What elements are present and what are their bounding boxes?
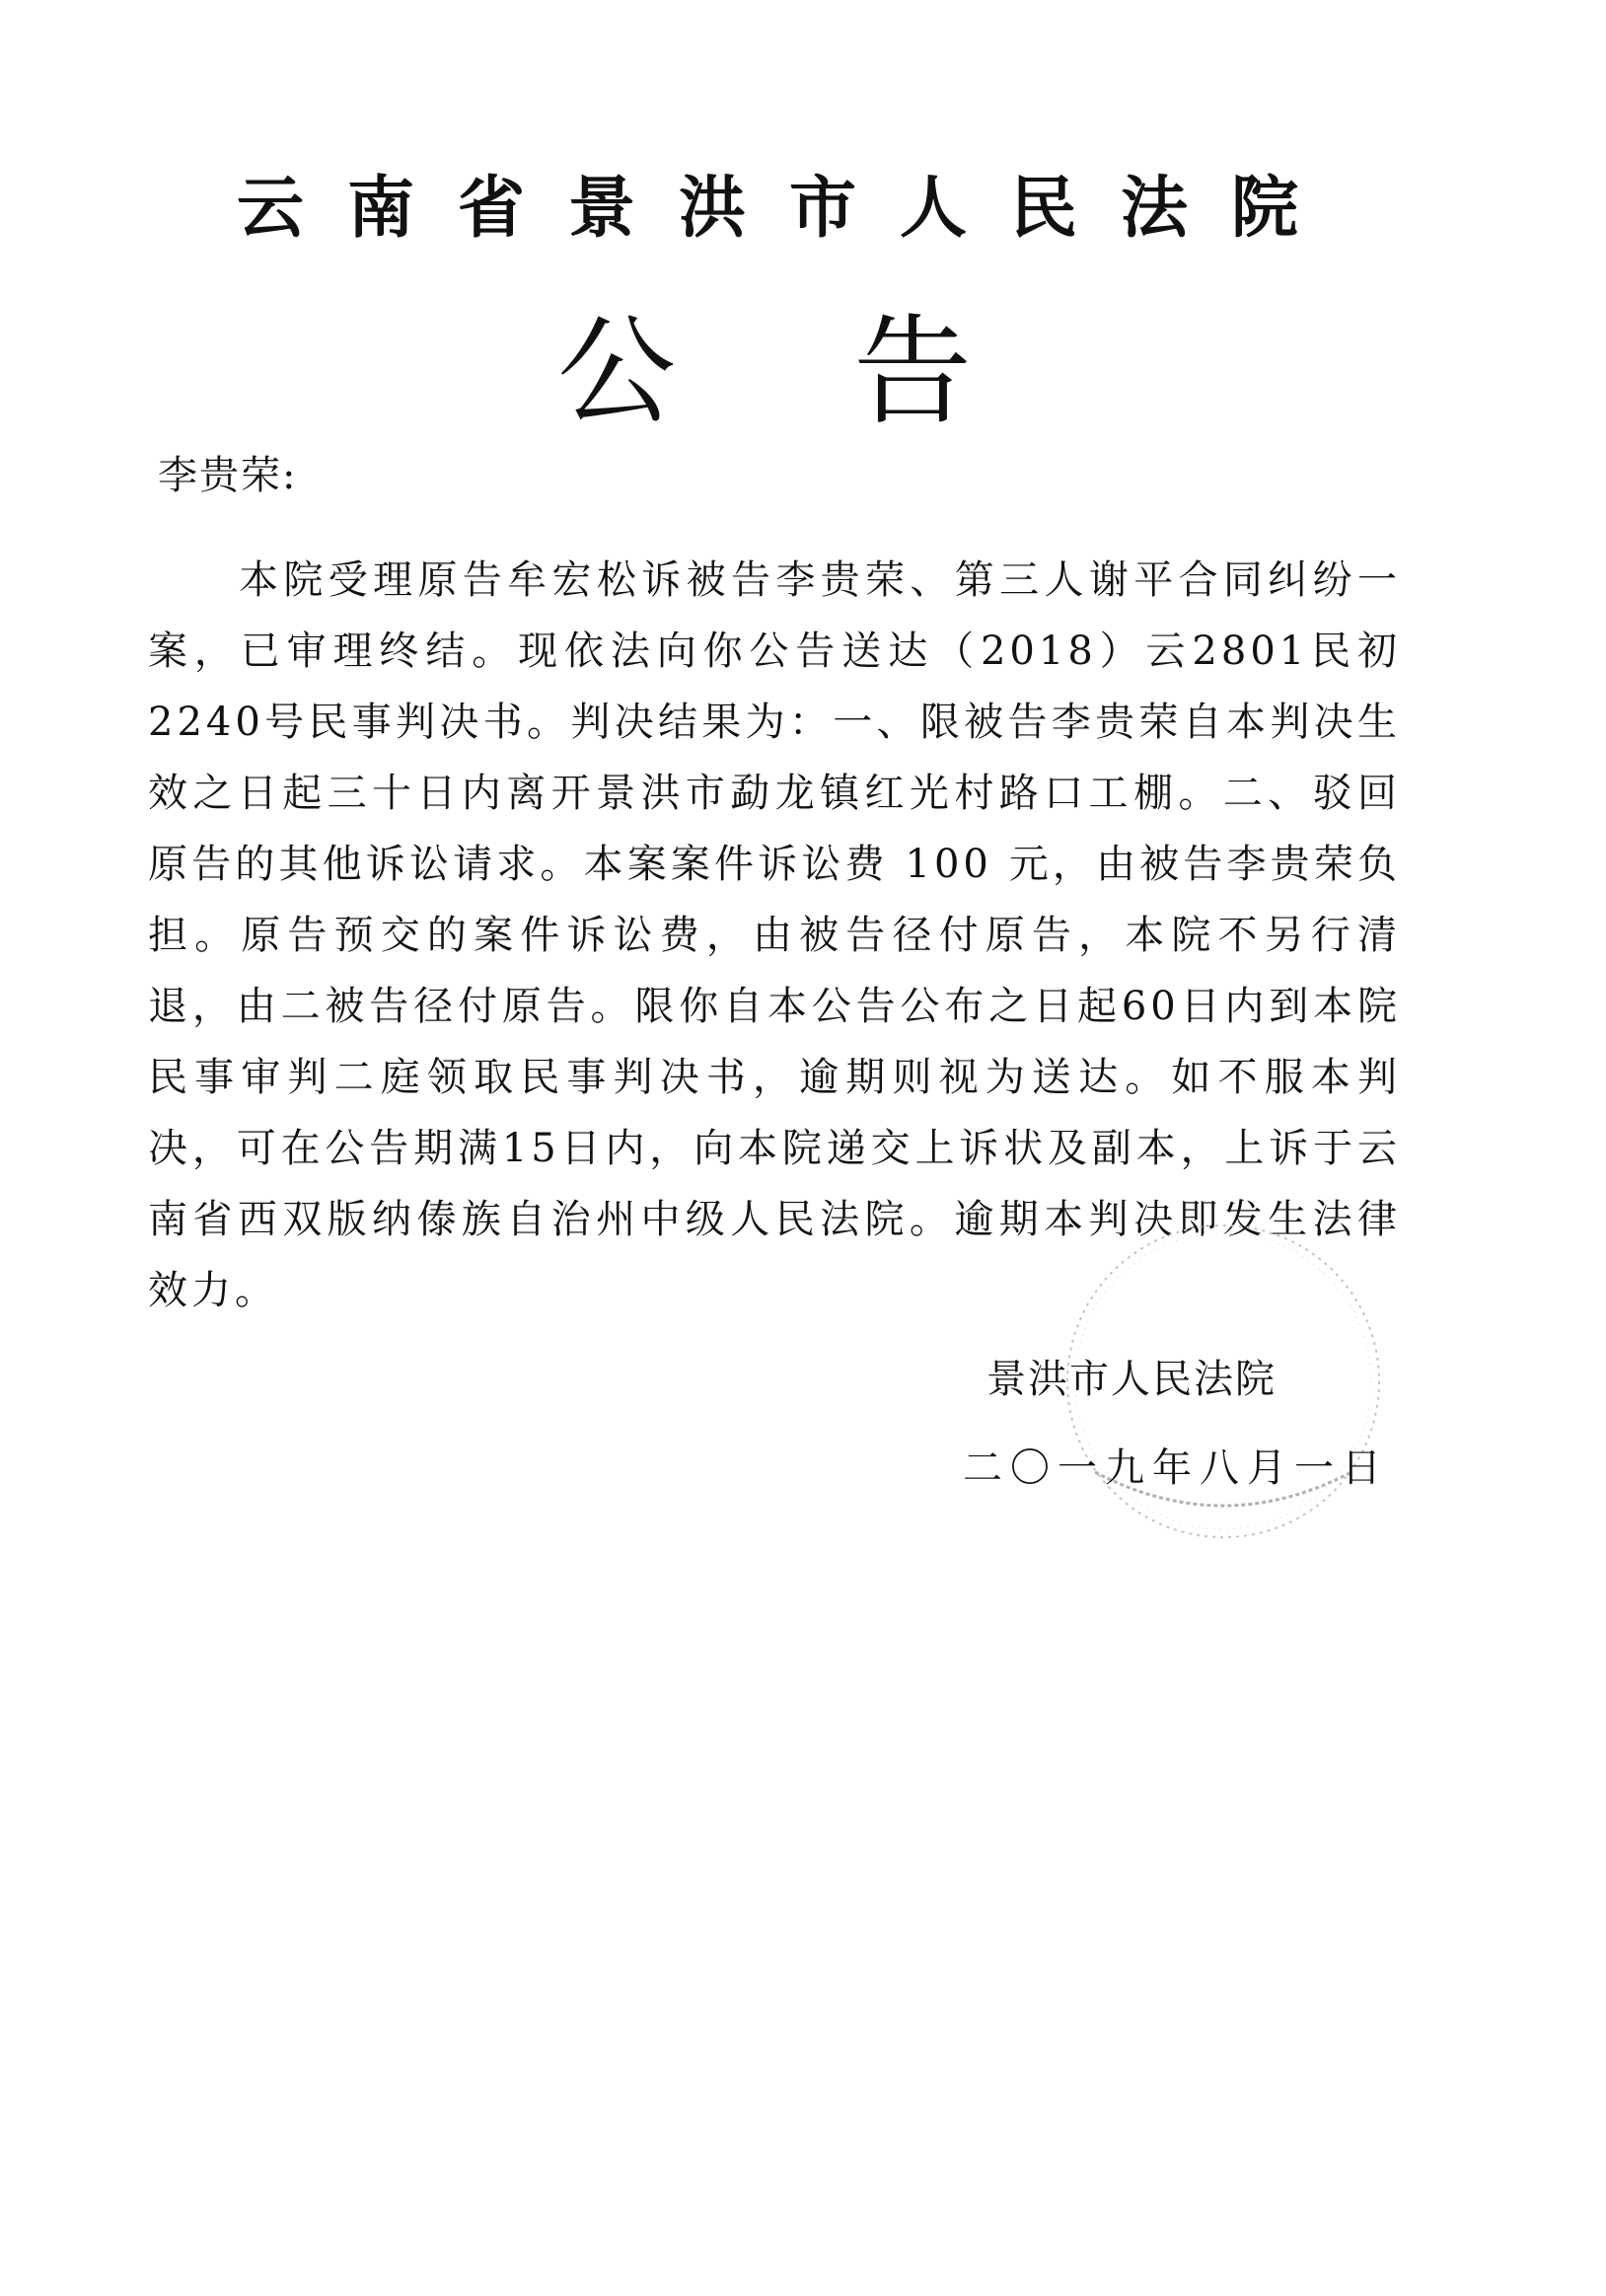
- issue-date: 二〇一九年八月一日: [963, 1445, 1389, 1491]
- notice-title: 公告: [557, 304, 1149, 441]
- court-name-heading: 云南省景洪市人民法院: [236, 170, 1342, 248]
- addressee: 李贵荣:: [158, 453, 298, 498]
- issuer-signature: 景洪市人民法院: [986, 1357, 1277, 1402]
- notice-paragraph: 本院受理原告牟宏松诉被告李贵荣、第三人谢平合同纠纷一案，已审理终结。现依法向你公告送达（2018）云2801民初2240号民事判决书。判决结果为：一、限被告李贵荣自本判决生效之日起三十日内离开景洪市勐龙镇红光村路口工棚。二、驳回原告的其他诉讼请求。本案案件诉讼费 100 元，由被告李贵荣负担。原告预交的案件诉讼费，由被告径付原告，本院不另行清退，由二被告径付原告。限你自本公告公布之日起60日内到本院民事审判二庭领取民事判决书，逾期则视为送达。如不服本判决，可在公告期满15日内，向本院递交上诉状及副本，上诉于云南省西双版纳傣族自治州中级人民法院。逾期本判决即发生法律效力。: [148, 557, 1401, 1313]
- notice-body: [148, 545, 1401, 1326]
